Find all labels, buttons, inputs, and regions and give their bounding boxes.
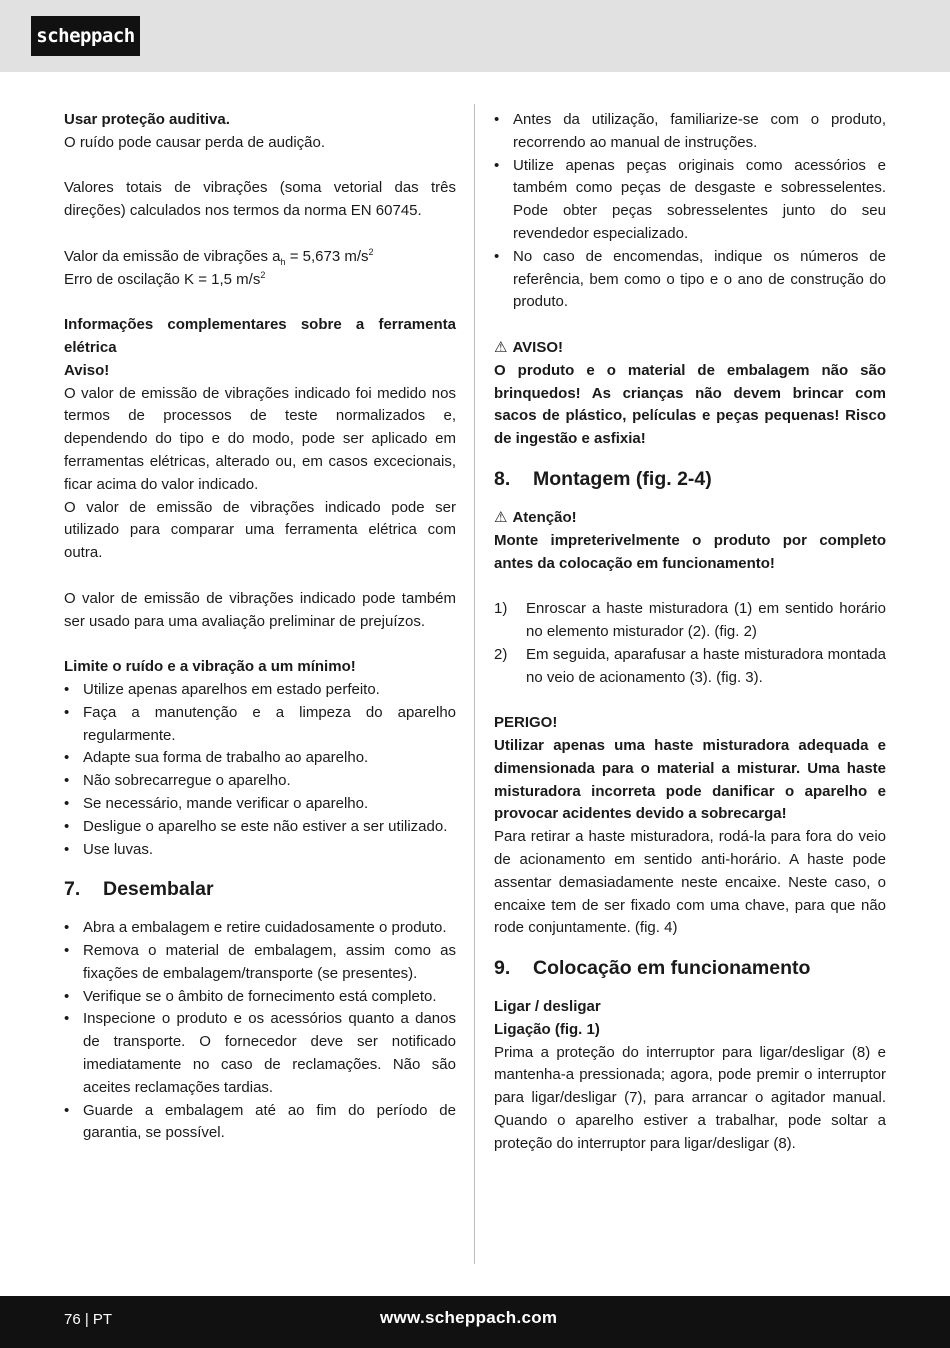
usage-list: [494, 109, 886, 314]
column-divider: [474, 104, 475, 1264]
warning-triangle-icon: ⚠: [494, 508, 508, 526]
info-paragraph-2: O valor de emissão de vibrações indicado pode ser utilizado para comparar uma ferramenta elétrica com outra.: [64, 498, 456, 562]
info-paragraph-1: O valor de emissão de vibrações indicado foi medido nos termos de processos de teste normalizados e, dependendo do tipo e do modo, pode ser aplicado em ferramentas elétricas, alterado ou, em casos excecionais, ficar acima do valor indicado.: [64, 384, 456, 493]
list-item: • No caso de encomendas, indique os números de referência, bem como o tipo e o ano de construção do produto.: [494, 246, 886, 314]
list-item: • Inspecione o produto e os acessórios quanto a danos de transporte. O fornecedor deve ser notificado imediatamente no caso de reclamações. Não são aceites reclamações tardias.: [64, 1008, 456, 1099]
ligacao-text: Prima a proteção do interruptor para ligar/desligar (8) e mantenha-a pressionada; agora, pode premir o interruptor para ligar/desligar (7), para arrancar o agitador manual. Quando o aparelho estiver a trabalhar, pode soltar a proteção do interruptor para ligar/desligar (8).: [494, 1043, 886, 1152]
warning-triangle-icon: ⚠: [494, 338, 508, 356]
list-item: • Desligue o aparelho se este não estiver a ser utilizado.: [64, 816, 456, 839]
right-column: [494, 109, 886, 1156]
perigo-text: Para retirar a haste misturadora, rodá-la para fora do veio de acionamento em sentido anti-horário. A haste pode assentar demasiadamente neste encaixe. Neste caso, o encaixe tem de ser fixado com uma chave, para que não rode conjuntamente. (fig. 4): [494, 828, 886, 937]
list-item: • Abra a embalagem e retire cuidadosamente o produto.: [64, 917, 456, 940]
limit-title: Limite o ruído e a vibração a um mínimo!: [64, 658, 356, 676]
atencao-text: Monte impreterivelmente o produto por completo antes da colocação em funcionamento!: [494, 531, 886, 572]
website-link[interactable]: www.scheppach.com: [380, 1308, 558, 1327]
list-item: • Utilize apenas peças originais como acessórios e também como peças de desgaste e sobresselentes. Pode obter peças sobresselentes junto do seu revendedor especializado.: [494, 155, 886, 246]
list-item: • Utilize apenas aparelhos em estado perfeito.: [64, 679, 456, 702]
list-item: • Adapte sua forma de trabalho ao aparelho.: [64, 747, 456, 770]
info-paragraph-3: O valor de emissão de vibrações indicado pode também ser usado para uma avaliação preliminar de prejuízos.: [64, 589, 456, 630]
scheppach-logo: scheppach: [31, 16, 140, 56]
atencao-heading: ⚠ Atenção!: [494, 507, 886, 530]
hearing-protection-title: Usar proteção auditiva.: [64, 111, 230, 128]
aviso-text: O produto e o material de embalagem não são brinquedos! As crianças não devem brincar com sacos de plástico, películas e peças pequenas! Risco de ingestão e asfixia!: [494, 361, 886, 448]
perigo-bold-text: Utilizar apenas uma haste misturadora adequada e dimensionada para o material a misturar. Uma haste misturadora incorreta pode danificar o aparelho e provocar acidentes devido a sobrecarga!: [494, 736, 886, 823]
unpack-list: [64, 917, 456, 1145]
list-item: • Remova o material de embalagem, assim como as fixações de embalagem/transporte (se presentes).: [64, 940, 456, 986]
section-7-heading: 7. Desembalar: [64, 878, 214, 901]
vibration-error-value: Erro de oscilação K = 1,5 $m/s^2$: [64, 269, 266, 288]
limit-list: [64, 679, 456, 861]
left-column: [64, 109, 456, 1145]
list-item: 1) Enroscar a haste misturadora (1) em sentido horário no elemento misturador (2). (fig. 2): [494, 600, 886, 640]
list-item: • Se necessário, mande verificar o aparelho.: [64, 793, 456, 816]
hearing-protection-text: O ruído pode causar perda de audição.: [64, 133, 326, 151]
list-item: 2) Em seguida, aparafusar a haste misturadora montada no veio de acionamento (3). (fig. 3).: [494, 645, 886, 686]
aviso-heading: ⚠ AVISO!: [494, 337, 886, 360]
list-item: • Verifique se o âmbito de fornecimento está completo.: [64, 986, 456, 1009]
page-number: 76 | PT: [64, 1311, 113, 1328]
assembly-steps: [494, 598, 886, 689]
header-bar: [0, 0, 950, 72]
ligar-title: Ligar / desligar: [494, 998, 601, 1016]
list-item: • Antes da utilização, familiarize-se com o produto, recorrendo ao manual de instruções.: [494, 109, 886, 155]
perigo-title: PERIGO!: [494, 714, 558, 732]
ligacao-title: Ligação (fig. 1): [494, 1020, 600, 1038]
vibration-total-text: Valores totais de vibrações (soma vetorial das três direções) calculados nos termos da norma EN 60745.: [64, 179, 456, 220]
list-item: • Use luvas.: [64, 839, 456, 862]
vibration-emission-value: Valor da emissão de vibrações $a_h = 5,673$ $m/s^2$: [64, 246, 374, 267]
list-item: • Não sobrecarregue o aparelho.: [64, 770, 456, 793]
footer-bar: [0, 1296, 950, 1348]
info-title: Informações complementares sobre a ferramenta elétrica: [64, 316, 456, 356]
section-8-heading: 8. Montagem (fig. 2-4): [494, 467, 712, 490]
list-item: • Faça a manutenção e a limpeza do aparelho regularmente.: [64, 702, 456, 748]
list-item: • Guarde a embalagem até ao fim do período de garantia, se possível.: [64, 1100, 456, 1146]
section-9-heading: 9. Colocação em funcionamento: [494, 957, 811, 980]
aviso-label: Aviso!: [64, 361, 110, 379]
